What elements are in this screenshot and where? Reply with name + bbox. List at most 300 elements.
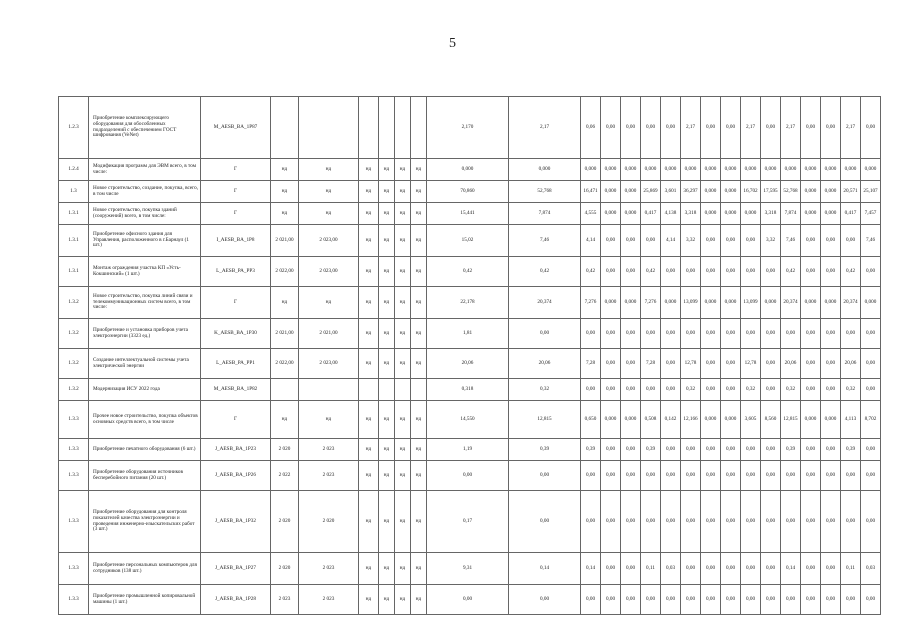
row-value-cell: 0,14 xyxy=(581,553,601,585)
row-value-cell: 3,318 xyxy=(761,203,781,225)
row-value-cell: 0,00 xyxy=(581,491,601,553)
row-code: 1.3.3 xyxy=(59,553,89,585)
row-value-cell: 0,00 xyxy=(601,491,621,553)
row-end-year: 2 023,00 xyxy=(299,225,359,257)
row-value-cell: 0,00 xyxy=(621,491,641,553)
row-value-cell: 0,00 xyxy=(581,319,601,349)
row-value-cell: 0,00 xyxy=(681,491,701,553)
row-value-cell: 0,00 xyxy=(681,585,701,615)
row-start-year: 2 020 xyxy=(271,553,299,585)
row-name: Модификация программ для ЭВМ всего, в том числе: xyxy=(89,159,201,181)
row-value-cell: 0,32 xyxy=(781,379,801,401)
row-value-cell: 0,00 xyxy=(801,461,821,491)
row-value-cell: 20,06 xyxy=(781,349,801,379)
row-plan-value: 15,441 xyxy=(427,203,509,225)
row-value-cell: 0,00 xyxy=(601,97,621,159)
row-value-cell: 0,00 xyxy=(761,491,781,553)
row-id: Г xyxy=(201,401,271,439)
row-value-cell: 8,702 xyxy=(861,401,881,439)
row-end-year: 2 023 xyxy=(299,553,359,585)
row-name: Приобретение офисного здания для Управления, расположенного в г.Барнаул (1 шт.) xyxy=(89,225,201,257)
row-plan-value: 22,178 xyxy=(427,287,509,319)
row-code: 1.2.4 xyxy=(59,159,89,181)
row-cell: нд xyxy=(411,159,427,181)
row-code: 1.3.2 xyxy=(59,349,89,379)
row-value-cell: 0,00 xyxy=(741,225,761,257)
row-value-cell: 0,00 xyxy=(741,461,761,491)
row-start-year: нд xyxy=(271,181,299,203)
row-value-cell: 0,00 xyxy=(861,379,881,401)
row-cell: нд xyxy=(379,287,395,319)
row-code: 1.3.3 xyxy=(59,461,89,491)
row-value-cell: 0,00 xyxy=(861,97,881,159)
row-value-cell: 7,28 xyxy=(641,349,661,379)
row-start-year: 2 020 xyxy=(271,491,299,553)
row-value-cell: 0,00 xyxy=(601,461,621,491)
row-value-cell: 0,32 xyxy=(841,379,861,401)
row-value-cell: 0,00 xyxy=(661,349,681,379)
row-cell xyxy=(359,97,379,159)
table-row xyxy=(59,287,881,319)
row-value-cell: 0,00 xyxy=(661,97,681,159)
row-id: J_AESB_BA_1P26 xyxy=(201,461,271,491)
row-end-year: нд xyxy=(299,159,359,181)
row-start-year: 2 021,00 xyxy=(271,225,299,257)
row-start-year: нд xyxy=(271,203,299,225)
row-id: J_AESB_BA_1P28 xyxy=(201,585,271,615)
row-id: M_AESB_BA_1P87 xyxy=(201,97,271,159)
row-end-year: 2 020 xyxy=(299,491,359,553)
row-value-cell: 0,00 xyxy=(621,349,641,379)
row-value-cell: 0,32 xyxy=(741,379,761,401)
row-cell: нд xyxy=(411,585,427,615)
row-fact-value: 12,815 xyxy=(509,401,581,439)
row-name: Приобретение персональных компьютеров для сотрудников (138 шт.) xyxy=(89,553,201,585)
row-value-cell: 0,00 xyxy=(701,379,721,401)
row-cell: нд xyxy=(395,439,411,461)
row-value-cell: 0,00 xyxy=(601,225,621,257)
row-start-year: 2 023 xyxy=(271,585,299,615)
row-value-cell: 0,000 xyxy=(621,159,641,181)
row-value-cell: 0,00 xyxy=(801,97,821,159)
row-value-cell: 0,000 xyxy=(581,159,601,181)
row-value-cell: 0,00 xyxy=(861,491,881,553)
table-row xyxy=(59,553,881,585)
row-value-cell: 0,00 xyxy=(861,349,881,379)
table-row xyxy=(59,491,881,553)
row-cell: нд xyxy=(359,553,379,585)
row-value-cell: 13,099 xyxy=(741,287,761,319)
row-cell: нд xyxy=(411,491,427,553)
row-value-cell: 4,14 xyxy=(661,225,681,257)
row-value-cell: 0,00 xyxy=(641,225,661,257)
row-cell: нд xyxy=(379,203,395,225)
row-value-cell: 0,00 xyxy=(821,225,841,257)
row-value-cell: 0,00 xyxy=(861,319,881,349)
row-name: Приобретение печатного оборудования (6 шт.) xyxy=(89,439,201,461)
row-cell: нд xyxy=(395,349,411,379)
row-fact-value: 0,32 xyxy=(509,379,581,401)
row-start-year xyxy=(271,97,299,159)
row-fact-value: 0,00 xyxy=(509,319,581,349)
row-value-cell: 0,00 xyxy=(641,319,661,349)
row-start-year: 2 022 xyxy=(271,461,299,491)
row-cell: нд xyxy=(359,181,379,203)
row-value-cell: 0,00 xyxy=(741,257,761,287)
row-plan-value: 9,31 xyxy=(427,553,509,585)
row-value-cell: 0,650 xyxy=(581,401,601,439)
row-value-cell: 0,00 xyxy=(721,379,741,401)
row-cell: нд xyxy=(395,225,411,257)
row-value-cell: 20,374 xyxy=(781,287,801,319)
table-row xyxy=(59,401,881,439)
row-value-cell: 0,00 xyxy=(721,319,741,349)
row-value-cell: 0,000 xyxy=(681,159,701,181)
row-start-year: нд xyxy=(271,401,299,439)
row-cell: нд xyxy=(379,225,395,257)
row-cell xyxy=(379,379,395,401)
row-cell: нд xyxy=(379,491,395,553)
row-fact-value: 0,00 xyxy=(509,585,581,615)
row-cell: нд xyxy=(359,491,379,553)
row-value-cell: 0,000 xyxy=(761,287,781,319)
row-value-cell: 12,78 xyxy=(741,349,761,379)
row-value-cell: 2,17 xyxy=(741,97,761,159)
row-cell: нд xyxy=(411,553,427,585)
table-row xyxy=(59,225,881,257)
row-value-cell: 7,276 xyxy=(641,287,661,319)
row-id: Г xyxy=(201,159,271,181)
row-id: J_AESB_BA_1P32 xyxy=(201,491,271,553)
row-value-cell: 0,00 xyxy=(621,553,641,585)
row-plan-value: 14,550 xyxy=(427,401,509,439)
row-value-cell: 12,78 xyxy=(681,349,701,379)
row-code: 1.3.3 xyxy=(59,439,89,461)
row-code: 1.3.1 xyxy=(59,203,89,225)
row-value-cell: 0,00 xyxy=(701,349,721,379)
row-cell: нд xyxy=(395,159,411,181)
row-value-cell: 4,138 xyxy=(661,203,681,225)
row-value-cell: 0,00 xyxy=(801,257,821,287)
row-value-cell: 0,00 xyxy=(701,585,721,615)
row-value-cell: 0,00 xyxy=(681,461,701,491)
row-cell: нд xyxy=(359,439,379,461)
row-value-cell: 0,14 xyxy=(781,553,801,585)
row-value-cell: 0,00 xyxy=(821,585,841,615)
row-value-cell: 0,00 xyxy=(821,491,841,553)
row-start-year: 2 022,00 xyxy=(271,257,299,287)
row-fact-value: 0,000 xyxy=(509,159,581,181)
row-value-cell: 0,00 xyxy=(641,97,661,159)
row-value-cell: 52,768 xyxy=(781,181,801,203)
row-value-cell: 0,00 xyxy=(601,319,621,349)
row-cell: нд xyxy=(395,585,411,615)
row-value-cell: 0,00 xyxy=(801,585,821,615)
row-value-cell: 0,000 xyxy=(701,181,721,203)
row-value-cell: 0,00 xyxy=(721,439,741,461)
row-value-cell: 3,601 xyxy=(661,181,681,203)
row-cell: нд xyxy=(411,349,427,379)
row-value-cell: 0,00 xyxy=(861,257,881,287)
row-value-cell: 0,508 xyxy=(641,401,661,439)
row-value-cell: 0,00 xyxy=(701,553,721,585)
row-value-cell: 0,00 xyxy=(801,491,821,553)
row-value-cell: 7,457 xyxy=(861,203,881,225)
row-code: 1.3.3 xyxy=(59,585,89,615)
row-value-cell: 16,702 xyxy=(741,181,761,203)
row-value-cell: 0,000 xyxy=(781,159,801,181)
row-name: Новое строительство, покупка зданий (сооружений) всего, в том числе: xyxy=(89,203,201,225)
row-value-cell: 0,00 xyxy=(621,225,641,257)
row-value-cell: 36,297 xyxy=(681,181,701,203)
row-cell: нд xyxy=(411,287,427,319)
row-value-cell: 0,00 xyxy=(681,257,701,287)
row-value-cell: 0,39 xyxy=(841,439,861,461)
row-value-cell: 0,000 xyxy=(661,287,681,319)
row-value-cell: 12,815 xyxy=(781,401,801,439)
row-value-cell: 0,00 xyxy=(821,439,841,461)
row-value-cell: 0,00 xyxy=(841,461,861,491)
row-value-cell: 0,00 xyxy=(821,257,841,287)
row-value-cell: 0,00 xyxy=(701,461,721,491)
row-value-cell: 3,32 xyxy=(761,225,781,257)
row-value-cell: 0,00 xyxy=(761,553,781,585)
row-cell: нд xyxy=(395,491,411,553)
row-value-cell: 0,417 xyxy=(641,203,661,225)
row-cell: нд xyxy=(411,401,427,439)
row-cell: нд xyxy=(395,203,411,225)
row-value-cell: 2,17 xyxy=(781,97,801,159)
row-cell: нд xyxy=(379,461,395,491)
row-value-cell: 0,00 xyxy=(861,461,881,491)
row-plan-value: 2,170 xyxy=(427,97,509,159)
row-value-cell: 0,00 xyxy=(841,319,861,349)
row-value-cell: 0,11 xyxy=(641,553,661,585)
row-value-cell: 3,605 xyxy=(741,401,761,439)
row-value-cell: 0,00 xyxy=(781,585,801,615)
row-value-cell: 0,00 xyxy=(761,319,781,349)
row-value-cell: 0,00 xyxy=(821,379,841,401)
row-name: Новое строительство, покупка линий связи и телекоммуникационных систем всего, в том числе: xyxy=(89,287,201,319)
row-value-cell: 0,42 xyxy=(781,257,801,287)
row-name: Приобретение комплексирующего оборудования для обособленных подразделений с обеспечением ГОСТ шифрования (VeNet) xyxy=(89,97,201,159)
row-value-cell: 0,000 xyxy=(721,287,741,319)
row-start-year: нд xyxy=(271,287,299,319)
row-value-cell: 0,00 xyxy=(701,319,721,349)
row-id: I_AESB_BA_1P8 xyxy=(201,225,271,257)
row-value-cell: 0,00 xyxy=(721,491,741,553)
row-value-cell: 0,00 xyxy=(641,491,661,553)
row-cell: нд xyxy=(395,401,411,439)
row-plan-value: 0,00 xyxy=(427,585,509,615)
row-value-cell: 7,28 xyxy=(581,349,601,379)
row-value-cell: 0,000 xyxy=(861,287,881,319)
row-start-year: 2 022,00 xyxy=(271,349,299,379)
row-value-cell: 0,00 xyxy=(821,349,841,379)
row-value-cell: 0,00 xyxy=(801,379,821,401)
row-cell: нд xyxy=(359,349,379,379)
row-value-cell: 0,00 xyxy=(801,319,821,349)
row-value-cell: 0,000 xyxy=(741,203,761,225)
row-value-cell: 0,00 xyxy=(801,349,821,379)
row-value-cell: 0,00 xyxy=(821,319,841,349)
row-value-cell: 0,00 xyxy=(841,585,861,615)
row-code: 1.3.3 xyxy=(59,401,89,439)
row-value-cell: 0,00 xyxy=(661,461,681,491)
row-value-cell: 20,571 xyxy=(841,181,861,203)
row-value-cell: 0,000 xyxy=(721,181,741,203)
row-id: Г xyxy=(201,287,271,319)
row-value-cell: 0,00 xyxy=(761,257,781,287)
row-value-cell: 0,00 xyxy=(621,257,641,287)
row-cell: нд xyxy=(379,553,395,585)
row-code: 1.2.3 xyxy=(59,97,89,159)
row-value-cell: 0,000 xyxy=(801,203,821,225)
row-cell: нд xyxy=(359,461,379,491)
row-value-cell: 0,00 xyxy=(721,97,741,159)
row-value-cell: 0,00 xyxy=(761,349,781,379)
table-row xyxy=(59,203,881,225)
row-value-cell: 0,42 xyxy=(581,257,601,287)
row-name: Монтаж ограждения участка КП «Усть-Кокшинский» (1 шт.) xyxy=(89,257,201,287)
row-value-cell: 0,00 xyxy=(661,585,681,615)
row-value-cell: 0,00 xyxy=(621,97,641,159)
row-fact-value: 7,46 xyxy=(509,225,581,257)
row-value-cell: 4,113 xyxy=(841,401,861,439)
row-cell: нд xyxy=(379,159,395,181)
row-value-cell: 0,00 xyxy=(701,97,721,159)
row-id: K_AESB_BA_1P30 xyxy=(201,319,271,349)
row-value-cell: 0,000 xyxy=(701,287,721,319)
row-value-cell: 0,42 xyxy=(841,257,861,287)
row-name: Приобретение оборудования для контроля показателей качества электроэнергии и проведения инженерно-изыскательских работ (3 шт.) xyxy=(89,491,201,553)
row-value-cell: 0,417 xyxy=(841,203,861,225)
row-value-cell: 0,00 xyxy=(581,585,601,615)
row-value-cell: 0,00 xyxy=(721,553,741,585)
row-value-cell: 0,000 xyxy=(841,159,861,181)
row-fact-value: 0,42 xyxy=(509,257,581,287)
row-cell: нд xyxy=(359,203,379,225)
row-value-cell: 0,000 xyxy=(701,401,721,439)
row-value-cell: 0,00 xyxy=(821,553,841,585)
row-value-cell: 0,00 xyxy=(661,439,681,461)
row-value-cell: 0,000 xyxy=(821,159,841,181)
row-value-cell: 17,595 xyxy=(761,181,781,203)
row-plan-value: 0,318 xyxy=(427,379,509,401)
row-value-cell: 0,142 xyxy=(661,401,681,439)
row-id: Г xyxy=(201,181,271,203)
row-value-cell: 0,32 xyxy=(681,379,701,401)
row-value-cell: 7,46 xyxy=(861,225,881,257)
row-value-cell: 0,00 xyxy=(701,257,721,287)
row-code: 1.3.3 xyxy=(59,491,89,553)
row-code: 1.3.2 xyxy=(59,379,89,401)
row-id: L_AESB_PA_PP3 xyxy=(201,257,271,287)
row-cell: нд xyxy=(395,553,411,585)
row-value-cell: 0,00 xyxy=(661,319,681,349)
row-value-cell: 0,000 xyxy=(721,159,741,181)
row-value-cell: 0,00 xyxy=(681,439,701,461)
row-fact-value: 20,374 xyxy=(509,287,581,319)
table-row xyxy=(59,349,881,379)
row-cell: нд xyxy=(411,203,427,225)
row-cell xyxy=(379,97,395,159)
row-cell: нд xyxy=(379,585,395,615)
row-value-cell: 0,000 xyxy=(621,203,641,225)
row-value-cell: 0,00 xyxy=(601,439,621,461)
row-fact-value: 0,14 xyxy=(509,553,581,585)
row-value-cell: 0,000 xyxy=(641,159,661,181)
row-value-cell: 0,00 xyxy=(701,439,721,461)
table-row xyxy=(59,159,881,181)
row-value-cell: 0,000 xyxy=(801,287,821,319)
row-value-cell: 0,000 xyxy=(721,203,741,225)
row-value-cell: 0,00 xyxy=(581,461,601,491)
row-name: Приобретение и установка приборов учета электроэнергии (3323 ед.) xyxy=(89,319,201,349)
row-value-cell: 0,06 xyxy=(581,97,601,159)
row-value-cell: 0,000 xyxy=(821,287,841,319)
row-plan-value: 0,17 xyxy=(427,491,509,553)
row-value-cell: 0,00 xyxy=(701,491,721,553)
row-value-cell: 0,42 xyxy=(641,257,661,287)
row-value-cell: 0,00 xyxy=(841,225,861,257)
row-value-cell: 0,00 xyxy=(721,585,741,615)
row-fact-value: 0,00 xyxy=(509,461,581,491)
table-row xyxy=(59,461,881,491)
row-value-cell: 0,000 xyxy=(821,203,841,225)
row-value-cell: 0,00 xyxy=(661,379,681,401)
row-cell xyxy=(411,97,427,159)
row-plan-value: 15,02 xyxy=(427,225,509,257)
row-value-cell: 8,560 xyxy=(761,401,781,439)
row-value-cell: 0,00 xyxy=(721,257,741,287)
row-plan-value: 0,42 xyxy=(427,257,509,287)
row-value-cell: 13,099 xyxy=(681,287,701,319)
row-value-cell: 0,00 xyxy=(821,97,841,159)
row-fact-value: 0,39 xyxy=(509,439,581,461)
row-name: Новое строительство, создание, покупка, всего, в том числе xyxy=(89,181,201,203)
row-name: Приобретение оборудования источников бесперебойного питания (20 шт.) xyxy=(89,461,201,491)
row-value-cell: 0,00 xyxy=(601,553,621,585)
row-fact-value: 20,06 xyxy=(509,349,581,379)
row-value-cell: 0,00 xyxy=(621,379,641,401)
row-value-cell: 0,39 xyxy=(781,439,801,461)
row-code: 1.3.2 xyxy=(59,287,89,319)
row-value-cell: 0,00 xyxy=(741,319,761,349)
row-cell: нд xyxy=(359,287,379,319)
row-value-cell: 0,00 xyxy=(601,585,621,615)
row-value-cell: 4,14 xyxy=(581,225,601,257)
row-plan-value: 0,000 xyxy=(427,159,509,181)
row-cell xyxy=(395,97,411,159)
row-code: 1.3.1 xyxy=(59,257,89,287)
row-value-cell: 3,318 xyxy=(681,203,701,225)
row-value-cell: 20,06 xyxy=(841,349,861,379)
row-cell: нд xyxy=(411,319,427,349)
row-cell: нд xyxy=(379,439,395,461)
row-value-cell: 0,000 xyxy=(621,181,641,203)
row-code: 1.3.1 xyxy=(59,225,89,257)
row-value-cell: 4,555 xyxy=(581,203,601,225)
row-cell: нд xyxy=(359,159,379,181)
row-value-cell: 0,39 xyxy=(581,439,601,461)
row-cell: нд xyxy=(379,257,395,287)
row-value-cell: 0,00 xyxy=(821,461,841,491)
row-value-cell: 0,000 xyxy=(601,203,621,225)
row-value-cell: 0,00 xyxy=(661,491,681,553)
row-cell: нд xyxy=(359,319,379,349)
row-value-cell: 0,00 xyxy=(801,553,821,585)
